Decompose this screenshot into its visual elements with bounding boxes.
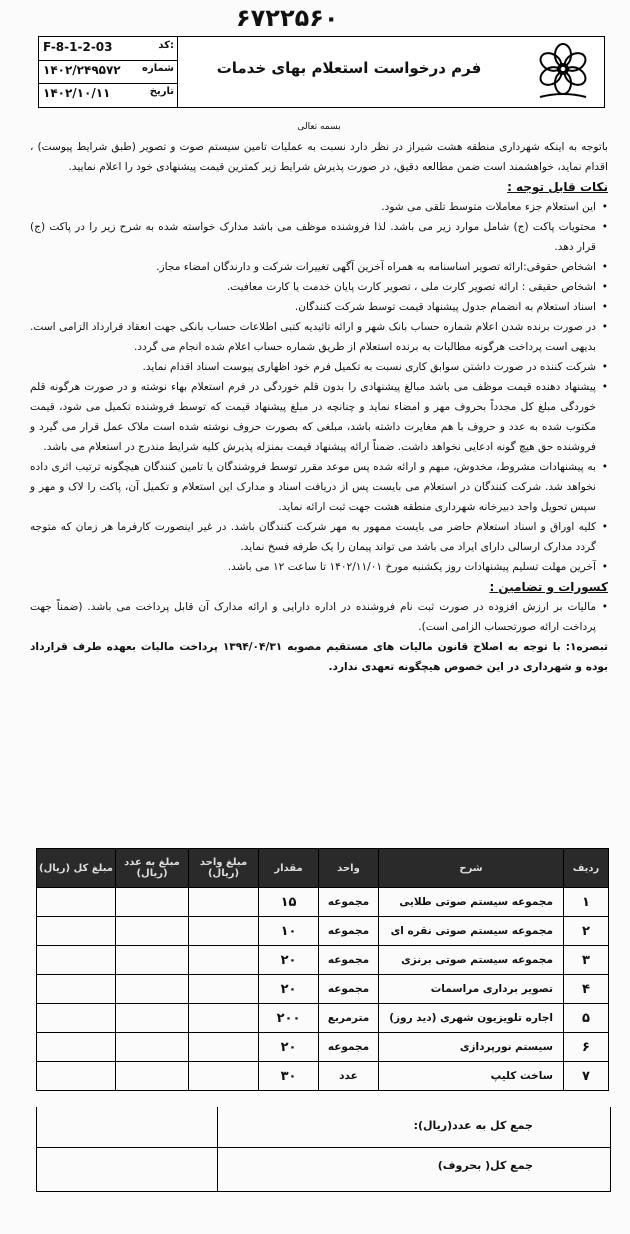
total-amount-cell[interactable] [37, 975, 116, 1004]
deductions-text: • مالیات بر ارزش افزوده در صورت ثبت نام فروشنده در اداره دارایی و ارائه مدارک آن قابل پرداخت می باشد. (ضمناً جهت پرداخت ارائه صورتحساب الزامی است). [30, 597, 608, 637]
item-quantity: ۱۵ [259, 888, 319, 917]
note-item: • اشخاص حقیقی : ارائه تصویر کارت ملی ، تصویر کارت پایان خدمت یا کارت معافیت. [30, 277, 608, 297]
header-description: شرح [379, 849, 564, 888]
municipality-logo [532, 41, 594, 103]
amount-number-cell[interactable] [116, 1033, 189, 1062]
amount-number-cell[interactable] [116, 1004, 189, 1033]
notes-title: نکات قابل توجه : [507, 180, 608, 194]
row-number: ۲ [564, 917, 609, 946]
table-row [37, 1062, 609, 1091]
header-amount-number: مبلغ به عدد (ریال) [116, 849, 189, 888]
row-number: ۱ [564, 888, 609, 917]
note-item: • در صورت برنده شدن اعلام شماره حساب بانک شهر و ارائه تائیدیه کتبی اطلاعات حساب بانکی جهت انعقاد قرارداد الزامی است. بدیهی است پرداخت هرگونه مطالبات به برنده استعلام از طریق شماره حساب اعلام شده انجام می گردد. [30, 317, 608, 357]
meta-date-row [39, 83, 177, 106]
document-body [30, 117, 608, 677]
total-amount-cell[interactable] [37, 917, 116, 946]
row-number: ۶ [564, 1033, 609, 1062]
total-amount-cell[interactable] [37, 1033, 116, 1062]
note-item: • پیشنهاد دهنده قیمت موظف می باشد مبالغ پیشنهادی را بدون قلم خوردگی در فرم استعلام بهاء نوشته و در صورت هرگونه قلم خوردگی مبلغ کل مجدداً بحروف مهر و امضاء نماید و چنانچه در مبلغ پیشنهاد قیمت که توسط فروشنده تکمیل می شود، قیمت مکتوب شده به عدد و حروف با هم مغایرت داشته باشد، مبلغی که بصورت حروف نوشته شده است ملاک عمل قرار می گیرد و فروشنده حق هیچ گونه ادعایی نخواهد داشت. ضمناً ارائه پیشنهاد قیمت بمنزله پذیرش کلیه شرایط مندرج در استعلام می باشد. [30, 377, 608, 457]
item-description: اجاره تلویزیون شهری (دید روز) [379, 1004, 564, 1033]
letter-date: ۱۴۰۲/۱۰/۱۱ [43, 86, 111, 100]
item-unit: مجموعه [319, 975, 379, 1004]
item-description: ساخت کلیپ [379, 1062, 564, 1091]
header-unit: واحد [319, 849, 379, 888]
deductions-title: کسورات و تضامین : [489, 580, 608, 594]
row-number: ۳ [564, 946, 609, 975]
note-item: • آخرین مهلت تسلیم پیشنهادات روز یکشنبه مورخ ۱۴۰۲/۱۱/۰۱ تا ساعت ۱۲ می باشد. [30, 557, 608, 577]
totals-box [36, 1107, 611, 1192]
note-item: • به پیشنهادات مشروط، مخدوش، مبهم و ارائه شده پس موعد مقرر توسط فروشندگان یا تامین کنندگان هیچگونه ترتیب اثری داده نخواهد شد. شرکت کنندگان در استعلام می بایست پس از دریافت اسناد و مدارک این استعلام و تکمیل آن، پاکت را لاک و مهر و سپس تحویل واحد دبیرخانه شهرداری منطقه هشت جهت ثبت ارائه نماید. [30, 457, 608, 517]
amount-number-cell[interactable] [116, 917, 189, 946]
item-unit: مجموعه [319, 917, 379, 946]
totals-divider [37, 1147, 610, 1148]
table-row [37, 888, 609, 917]
unit-price-cell[interactable] [189, 1004, 259, 1033]
table-row [37, 946, 609, 975]
item-quantity: ۲۰ [259, 1033, 319, 1062]
amount-number-cell[interactable] [116, 888, 189, 917]
item-quantity: ۲۰۰ [259, 1004, 319, 1033]
item-unit: مجموعه [319, 946, 379, 975]
form-code-label: کد: [158, 40, 174, 51]
letter-number: ۱۴۰۲/۲۴۹۵۷۲ [43, 63, 121, 77]
letter-number-label: شماره [142, 63, 174, 74]
header-row-number: ردیف [564, 849, 609, 888]
intro-paragraph: باتوجه به اینکه شهرداری منطقه هشت شیراز در نظر دارد نسبت به عملیات تامین سیستم صوت و تصویر (طبق شرایط پیوست) ، اقدام نماید، خواهشمند است ضمن مطالعه دقیق، در صورت پذیرش شرایط زیر کمترین قیمت پیشنهادی خود را اعلام نمایید. [30, 141, 608, 173]
amount-number-cell[interactable] [116, 975, 189, 1004]
header-total-amount: مبلغ کل (ریال) [37, 849, 116, 888]
note-item: • این استعلام جزء معاملات متوسط تلقی می شود. [30, 197, 608, 217]
item-description: مجموعه سیستم صوتی برنزی [379, 946, 564, 975]
item-description: سیستم نورپردازی [379, 1033, 564, 1062]
unit-price-cell[interactable] [189, 888, 259, 917]
table-header-row [37, 849, 609, 888]
total-amount-cell[interactable] [37, 946, 116, 975]
item-unit: مجموعه [319, 888, 379, 917]
total-amount-cell[interactable] [37, 888, 116, 917]
item-quantity: ۱۰ [259, 917, 319, 946]
note-item: • کلیه اوراق و اسناد استعلام حاضر می بایست ممهور به مهر شرکت کنندگان باشد. در غیر اینصورت کارفرما هر زمان که متوجه گردد مدارک ارسالی دارای ایراد می باشد می تواند پیمان را یک طرفه فسخ نماید. [30, 517, 608, 557]
total-amount-cell[interactable] [37, 1004, 116, 1033]
remark-text: تبصره۱: با توجه به اصلاح قانون مالیات های مستقیم مصوبه ۱۳۹۴/۰۴/۳۱ پرداخت مالیات بعهده طرف قرارداد بوده و شهرداری در این خصوص هیچگونه تعهدی ندارد. [30, 641, 608, 673]
row-number: ۵ [564, 1004, 609, 1033]
item-description: مجموعه سیستم صوتی طلایی [379, 888, 564, 917]
total-words-label: جمع کل( بحروف) [437, 1159, 533, 1172]
unit-price-cell[interactable] [189, 975, 259, 1004]
table-row [37, 1033, 609, 1062]
item-description: تصویر برداری مراسمات [379, 975, 564, 1004]
form-title: فرم درخواست استعلام بهای خدمات [216, 59, 482, 77]
total-amount-cell[interactable] [37, 1062, 116, 1091]
form-code: F-8-1-2-03 [43, 40, 113, 54]
item-quantity: ۲۰ [259, 975, 319, 1004]
note-item: • اسناد استعلام به انضمام جدول پیشنهاد قیمت توسط شرکت کنندگان. [30, 297, 608, 317]
note-item: • شرکت کننده در صورت داشتن سوابق کاری نسبت به تکمیل فرم خود اظهاری پیوست اسناد اقدام نماید. [30, 357, 608, 377]
table-row [37, 917, 609, 946]
item-quantity: ۲۰ [259, 946, 319, 975]
item-unit: مجموعه [319, 1033, 379, 1062]
document-serial-number: ۶۷۲۲۵۶۰ [236, 4, 339, 32]
letter-date-label: تاریخ [149, 86, 174, 97]
price-inquiry-table [36, 848, 609, 1091]
header-quantity: مقدار [259, 849, 319, 888]
item-quantity: ۳۰ [259, 1062, 319, 1091]
row-number: ۴ [564, 975, 609, 1004]
row-number: ۷ [564, 1062, 609, 1091]
total-number-label: جمع کل به عدد(ریال): [413, 1119, 533, 1132]
table-row [37, 975, 609, 1004]
form-meta-box [39, 37, 178, 107]
totals-value-area[interactable] [37, 1107, 218, 1191]
amount-number-cell[interactable] [116, 946, 189, 975]
item-unit: مترمربع [319, 1004, 379, 1033]
note-item: • محتویات پاکت (ج) شامل موارد زیر می باشد. لذا فروشنده موظف می باشد مدارک خواسته شده به شرح زیر را در پاکت (ج) قرار دهد. [30, 217, 608, 257]
basmala: بسمه تعالی [297, 122, 341, 132]
note-item: • اشخاص حقوقی:ارائه تصویر اساسنامه به همراه آخرین آگهی تغییرات شرکت و دارندگان امضاء مجاز. [30, 257, 608, 277]
form-header [38, 36, 605, 108]
meta-number-row [39, 60, 177, 84]
item-description: مجموعه سیستم صوتی نقره ای [379, 917, 564, 946]
unit-price-cell[interactable] [189, 1033, 259, 1062]
item-unit: عدد [319, 1062, 379, 1091]
table-row [37, 1004, 609, 1033]
unit-price-cell[interactable] [189, 1062, 259, 1091]
unit-price-cell[interactable] [189, 946, 259, 975]
amount-number-cell[interactable] [116, 1062, 189, 1091]
unit-price-cell[interactable] [189, 917, 259, 946]
meta-code-row [39, 37, 177, 61]
header-unit-price: مبلغ واحد (ریال) [189, 849, 259, 888]
